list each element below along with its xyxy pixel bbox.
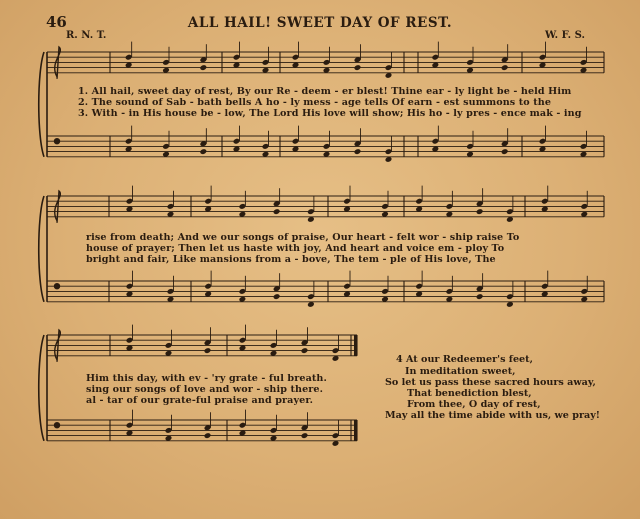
system3-bass-clef-icon <box>54 422 60 428</box>
system1-bass-note <box>501 148 509 155</box>
hymn-title: ALL HAIL! SWEET DAY OF REST. <box>187 15 453 31</box>
system1-treble-note <box>200 64 208 71</box>
lyric-system2-verse1: rise from death; And we our songs of praise, Our heart - felt wor - ship raise To <box>86 232 520 243</box>
stanza4-line3: So let us pass these sacred hours away, <box>385 377 596 388</box>
system2-treble-note <box>476 208 484 215</box>
lyric-system1-verse1: 1. All hail, sweet day of rest, By our Re - deem - er blest! Thine ear - ly light be - held Him <box>78 86 572 97</box>
system1-bass-note <box>354 148 362 155</box>
system3-treble-note <box>204 347 212 354</box>
lyric-system2-verse2: house of prayer; Then let us haste with joy, And heart and voice em - ploy To <box>86 243 505 254</box>
stanza4-line4: That benediction blest, <box>407 388 532 399</box>
lyric-system3-verse3: al - tar of our grate-ful praise and prayer. <box>86 395 314 406</box>
system3-bass-note <box>301 432 309 439</box>
system1-bass-clef-icon <box>54 138 60 144</box>
system1-treble-note <box>354 64 362 71</box>
system2-bass-note <box>476 293 484 300</box>
lyric-system1-verse3: 3. With - in His house be - low, The Lord His love will show; His ho - ly pres - ence mak - ing <box>78 108 582 119</box>
system3-brace <box>39 335 44 441</box>
system1-bass-note <box>200 148 208 155</box>
system2-brace <box>39 196 44 302</box>
music-credit: W. F. S. <box>544 30 585 41</box>
system1-treble-note <box>501 64 509 71</box>
words-credit: R. N. T. <box>66 30 107 41</box>
system2-treble-note <box>273 208 281 215</box>
stanza4-line6: May all the time abide with us, we pray! <box>385 410 601 421</box>
system3-treble-note <box>301 347 309 354</box>
final-barline <box>354 420 357 441</box>
stanza4-line5: From thee, O day of rest, <box>407 399 541 410</box>
final-barline <box>354 335 357 356</box>
system2-bass-clef-icon <box>54 283 60 289</box>
system3-bass-note <box>204 432 212 439</box>
system1-brace <box>39 52 44 157</box>
page-number: 46 <box>46 13 67 31</box>
stanza4-line2: In meditation sweet, <box>405 366 516 377</box>
stanza4-line1: 4 At our Redeemer's feet, <box>396 354 533 365</box>
system2-bass-note <box>273 293 281 300</box>
lyric-system3-verse1: Him this day, with ev - 'ry grate - ful breath. <box>86 373 327 384</box>
lyric-system3-verse2: sing our songs of love and wor - ship there. <box>86 384 324 395</box>
lyric-system2-verse3: bright and fair, Like mansions from a - bove, The tem - ple of His love, The <box>86 254 496 265</box>
lyric-system1-verse2: 2. The sound of Sab - bath bells A ho - ly mess - age tells Of earn - est summons to the <box>78 97 552 108</box>
